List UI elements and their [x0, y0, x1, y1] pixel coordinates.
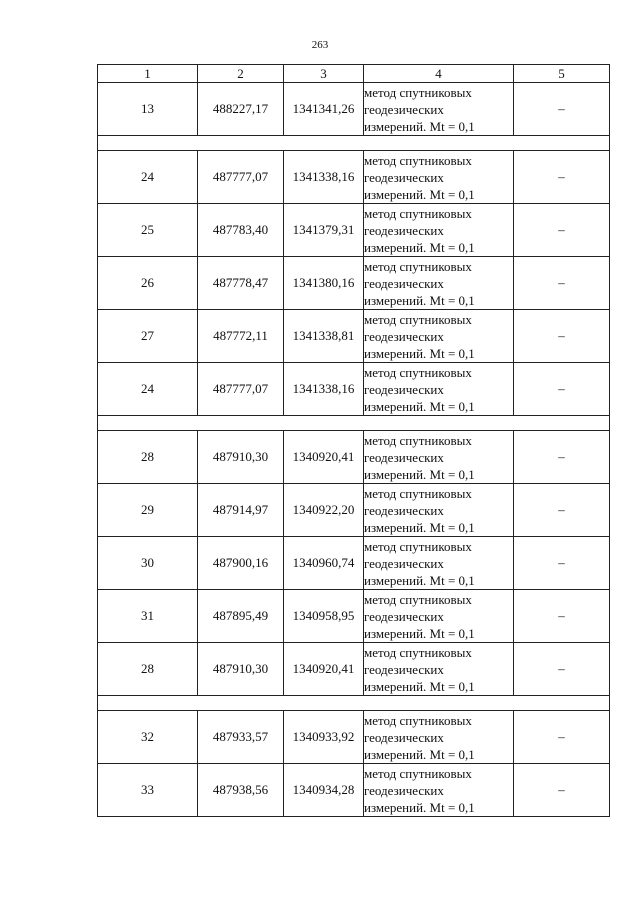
method-line: измерений. Mt = 0,1 — [364, 292, 475, 308]
method-cell — [364, 257, 514, 310]
y-coordinate-cell: 1341380,16 — [284, 257, 364, 310]
y-coordinate-cell: 1341338,81 — [284, 310, 364, 363]
method-cell — [364, 151, 514, 204]
y-coordinate-cell: 1340920,41 — [284, 643, 364, 696]
table-row — [98, 257, 610, 310]
point-number-cell: 33 — [98, 764, 198, 817]
table-row — [98, 764, 610, 817]
method-line: измерений. Mt = 0,1 — [364, 398, 475, 414]
y-coordinate-cell: 1340920,41 — [284, 431, 364, 484]
table-header-row — [98, 65, 610, 83]
column-header: 2 — [198, 65, 284, 83]
point-number-cell: 28 — [98, 643, 198, 696]
description-cell: – — [514, 310, 610, 363]
method-cell — [364, 643, 514, 696]
method-line: геодезических — [364, 729, 444, 745]
y-coordinate-cell: 1340934,28 — [284, 764, 364, 817]
separator-cell — [98, 416, 610, 431]
method-line: метод спутниковых — [364, 311, 472, 327]
description-cell: – — [514, 537, 610, 590]
separator-cell — [98, 136, 610, 151]
point-number-cell: 30 — [98, 537, 198, 590]
method-line: геодезических — [364, 661, 444, 677]
table-row — [98, 431, 610, 484]
table-row — [98, 484, 610, 537]
y-coordinate-cell: 1341341,26 — [284, 83, 364, 136]
method-line: измерений. Mt = 0,1 — [364, 625, 475, 641]
x-coordinate-cell: 488227,17 — [198, 83, 284, 136]
method-line: измерений. Mt = 0,1 — [364, 118, 475, 134]
method-line: метод спутниковых — [364, 712, 472, 728]
method-line: геодезических — [364, 169, 444, 185]
point-number-cell: 28 — [98, 431, 198, 484]
method-line: измерений. Mt = 0,1 — [364, 186, 475, 202]
x-coordinate-cell: 487910,30 — [198, 643, 284, 696]
method-line: метод спутниковых — [364, 591, 472, 607]
method-line: метод спутниковых — [364, 432, 472, 448]
description-cell: – — [514, 643, 610, 696]
description-cell: – — [514, 363, 610, 416]
method-cell — [364, 537, 514, 590]
description-cell: – — [514, 257, 610, 310]
table-row — [98, 83, 610, 136]
x-coordinate-cell: 487933,57 — [198, 711, 284, 764]
table-row — [98, 363, 610, 416]
method-line: геодезических — [364, 222, 444, 238]
y-coordinate-cell: 1341338,16 — [284, 363, 364, 416]
table-row — [98, 711, 610, 764]
point-number-cell: 27 — [98, 310, 198, 363]
method-line: измерений. Mt = 0,1 — [364, 746, 475, 762]
y-coordinate-cell: 1340933,92 — [284, 711, 364, 764]
method-cell — [364, 431, 514, 484]
description-cell: – — [514, 711, 610, 764]
description-cell: – — [514, 83, 610, 136]
method-cell — [364, 711, 514, 764]
description-cell: – — [514, 764, 610, 817]
x-coordinate-cell: 487938,56 — [198, 764, 284, 817]
table-row — [98, 204, 610, 257]
point-number-cell: 29 — [98, 484, 198, 537]
y-coordinate-cell: 1340922,20 — [284, 484, 364, 537]
method-cell — [364, 590, 514, 643]
point-number-cell: 32 — [98, 711, 198, 764]
method-cell — [364, 204, 514, 257]
table-separator-row — [98, 136, 610, 151]
method-line: геодезических — [364, 555, 444, 571]
description-cell: – — [514, 590, 610, 643]
method-line: метод спутниковых — [364, 364, 472, 380]
method-line: геодезических — [364, 275, 444, 291]
table-row — [98, 151, 610, 204]
method-cell — [364, 310, 514, 363]
method-line: геодезических — [364, 328, 444, 344]
method-line: измерений. Mt = 0,1 — [364, 466, 475, 482]
method-cell — [364, 764, 514, 817]
method-line: метод спутниковых — [364, 152, 472, 168]
method-line: метод спутниковых — [364, 644, 472, 660]
x-coordinate-cell: 487783,40 — [198, 204, 284, 257]
point-number-cell: 31 — [98, 590, 198, 643]
method-line: метод спутниковых — [364, 538, 472, 554]
method-line: геодезических — [364, 502, 444, 518]
y-coordinate-cell: 1341338,16 — [284, 151, 364, 204]
method-cell — [364, 83, 514, 136]
table-body — [98, 83, 610, 817]
x-coordinate-cell: 487900,16 — [198, 537, 284, 590]
table-row — [98, 310, 610, 363]
page-number: 263 — [311, 39, 329, 51]
column-header: 1 — [98, 65, 198, 83]
method-line: геодезических — [364, 782, 444, 798]
method-line: метод спутниковых — [364, 765, 472, 781]
x-coordinate-cell: 487777,07 — [198, 363, 284, 416]
method-line: измерений. Mt = 0,1 — [364, 345, 475, 361]
table-row — [98, 590, 610, 643]
method-line: измерений. Mt = 0,1 — [364, 572, 475, 588]
y-coordinate-cell: 1340958,95 — [284, 590, 364, 643]
point-number-cell: 26 — [98, 257, 198, 310]
method-line: геодезических — [364, 449, 444, 465]
x-coordinate-cell: 487910,30 — [198, 431, 284, 484]
method-line: измерений. Mt = 0,1 — [364, 678, 475, 694]
y-coordinate-cell: 1341379,31 — [284, 204, 364, 257]
column-header: 5 — [514, 65, 610, 83]
point-number-cell: 24 — [98, 151, 198, 204]
column-header: 3 — [284, 65, 364, 83]
coordinates-table — [97, 64, 610, 817]
method-line: метод спутниковых — [364, 258, 472, 274]
x-coordinate-cell: 487778,47 — [198, 257, 284, 310]
method-line: метод спутниковых — [364, 84, 472, 100]
table-separator-row — [98, 416, 610, 431]
method-line: геодезических — [364, 608, 444, 624]
x-coordinate-cell: 487914,97 — [198, 484, 284, 537]
x-coordinate-cell: 487772,11 — [198, 310, 284, 363]
point-number-cell: 25 — [98, 204, 198, 257]
method-line: метод спутниковых — [364, 205, 472, 221]
point-number-cell: 13 — [98, 83, 198, 136]
point-number-cell: 24 — [98, 363, 198, 416]
separator-cell — [98, 696, 610, 711]
method-line: измерений. Mt = 0,1 — [364, 239, 475, 255]
method-line: геодезических — [364, 381, 444, 397]
method-line: измерений. Mt = 0,1 — [364, 799, 475, 815]
column-header: 4 — [364, 65, 514, 83]
y-coordinate-cell: 1340960,74 — [284, 537, 364, 590]
description-cell: – — [514, 431, 610, 484]
x-coordinate-cell: 487777,07 — [198, 151, 284, 204]
description-cell: – — [514, 204, 610, 257]
method-line: геодезических — [364, 101, 444, 117]
description-cell: – — [514, 151, 610, 204]
method-line: метод спутниковых — [364, 485, 472, 501]
description-cell: – — [514, 484, 610, 537]
method-line: измерений. Mt = 0,1 — [364, 519, 475, 535]
method-cell — [364, 484, 514, 537]
table-separator-row — [98, 696, 610, 711]
table-row — [98, 537, 610, 590]
x-coordinate-cell: 487895,49 — [198, 590, 284, 643]
method-cell — [364, 363, 514, 416]
table-row — [98, 643, 610, 696]
